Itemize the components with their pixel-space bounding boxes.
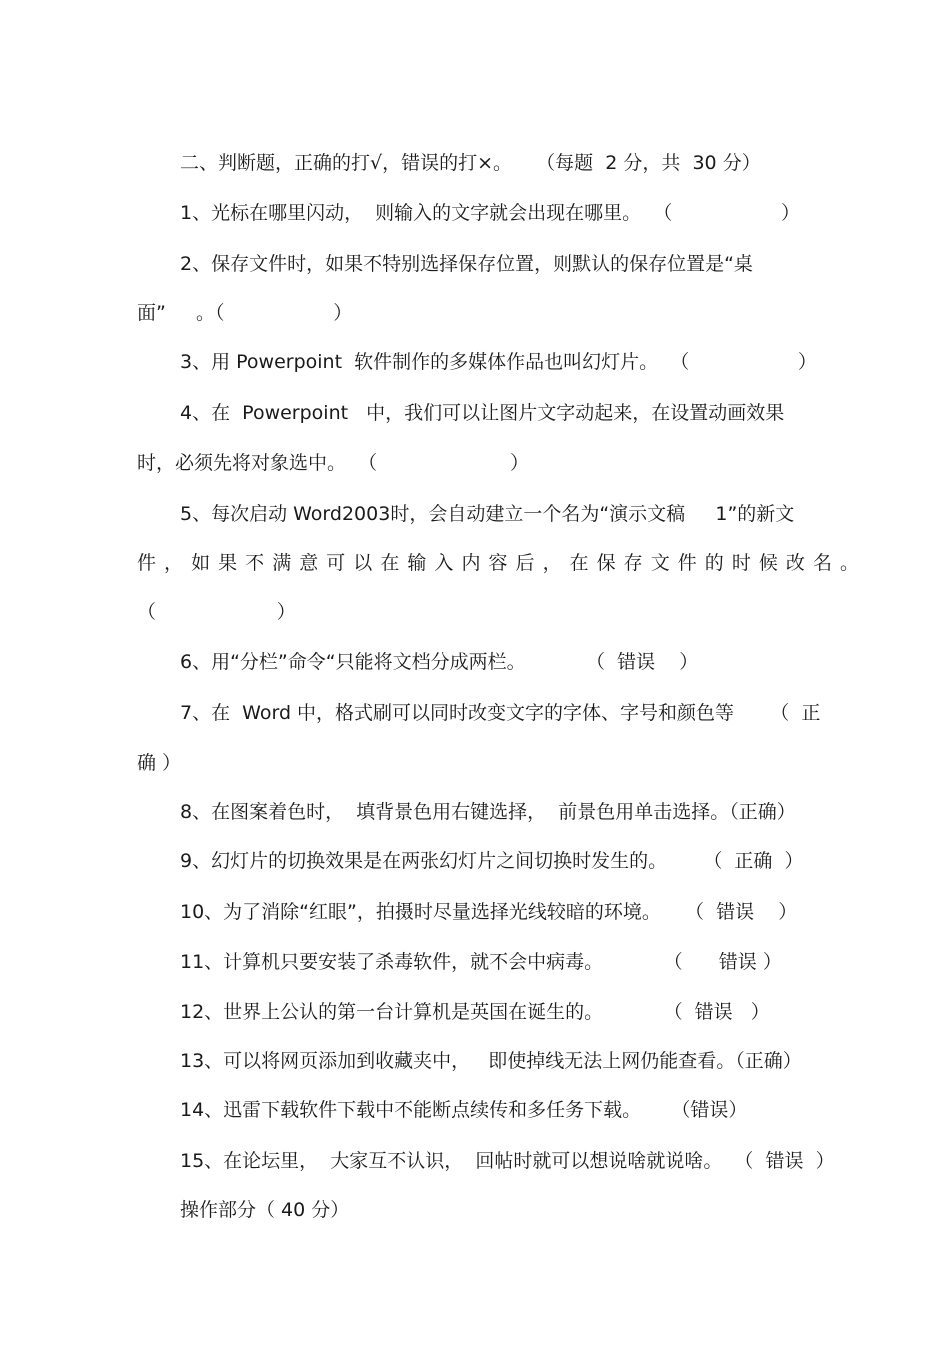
question-7-line-1: 7、在 Word 中，格式刷可以同时改变文字的字体、字号和颜色等 （ 正 bbox=[180, 702, 821, 724]
question-1: 1、光标在哪里闪动， 则输入的文字就会出现在哪里。 （ ） bbox=[180, 202, 800, 224]
question-4-line-2: 时，必须先将对象选中。 （ ） bbox=[137, 452, 529, 474]
question-5-line-3: （ ） bbox=[137, 601, 296, 623]
question-13: 13、可以将网页添加到收藏夹中， 即使掉线无法上网仍能查看。（正确） bbox=[180, 1050, 802, 1072]
question-15: 15、在论坛里， 大家互不认识， 回帖时就可以想说啥就说啥。 （ 错误 ） bbox=[180, 1150, 835, 1172]
question-9: 9、幻灯片的切换效果是在两张幻灯片之间切换时发生的。 （ 正确 ） bbox=[180, 850, 804, 872]
question-8: 8、在图案着色时， 填背景色用右键选择， 前景色用单击选择。（正确） bbox=[180, 801, 796, 823]
section-heading: 二、判断题，正确的打√，错误的打×。 （每题 2 分，共 30 分） bbox=[180, 152, 761, 174]
question-3: 3、用 Powerpoint 软件制作的多媒体作品也叫幻灯片。 （ ） bbox=[180, 351, 817, 373]
question-4-line-1: 4、在 Powerpoint 中，我们可以让图片文字动起来，在设置动画效果 bbox=[180, 402, 785, 424]
question-5-line-1: 5、每次启动 Word2003时，会自动建立一个名为“演示文稿 1”的新文 bbox=[180, 503, 795, 525]
question-12: 12、世界上公认的第一台计算机是英国在诞生的。 （ 错误 ） bbox=[180, 1001, 770, 1023]
question-11: 11、计算机只要安装了杀毒软件，就不会中病毒。 （ 错误 ） bbox=[180, 951, 782, 973]
question-2-line-1: 2、保存文件时，如果不特别选择保存位置，则默认的保存位置是“桌 bbox=[180, 253, 753, 275]
question-2-line-2: 面” 。（ ） bbox=[137, 302, 353, 324]
question-6: 6、用“分栏”命令“只能将文档分成两栏。 （ 错误 ） bbox=[180, 651, 699, 673]
question-10: 10、为了消除“红眼”，拍摄时尽量选择光线较暗的环境。 （ 错误 ） bbox=[180, 901, 798, 923]
question-14: 14、迅雷下载软件下载中不能断点续传和多任务下载。 （错误） bbox=[180, 1099, 748, 1121]
operation-heading: 操作部分（ 40 分） bbox=[180, 1199, 350, 1221]
question-7-line-2: 确 ） bbox=[137, 752, 182, 774]
question-5-line-2: 件，如果不满意可以在输入内容后，在保存文件的时候改名。 bbox=[137, 552, 859, 574]
